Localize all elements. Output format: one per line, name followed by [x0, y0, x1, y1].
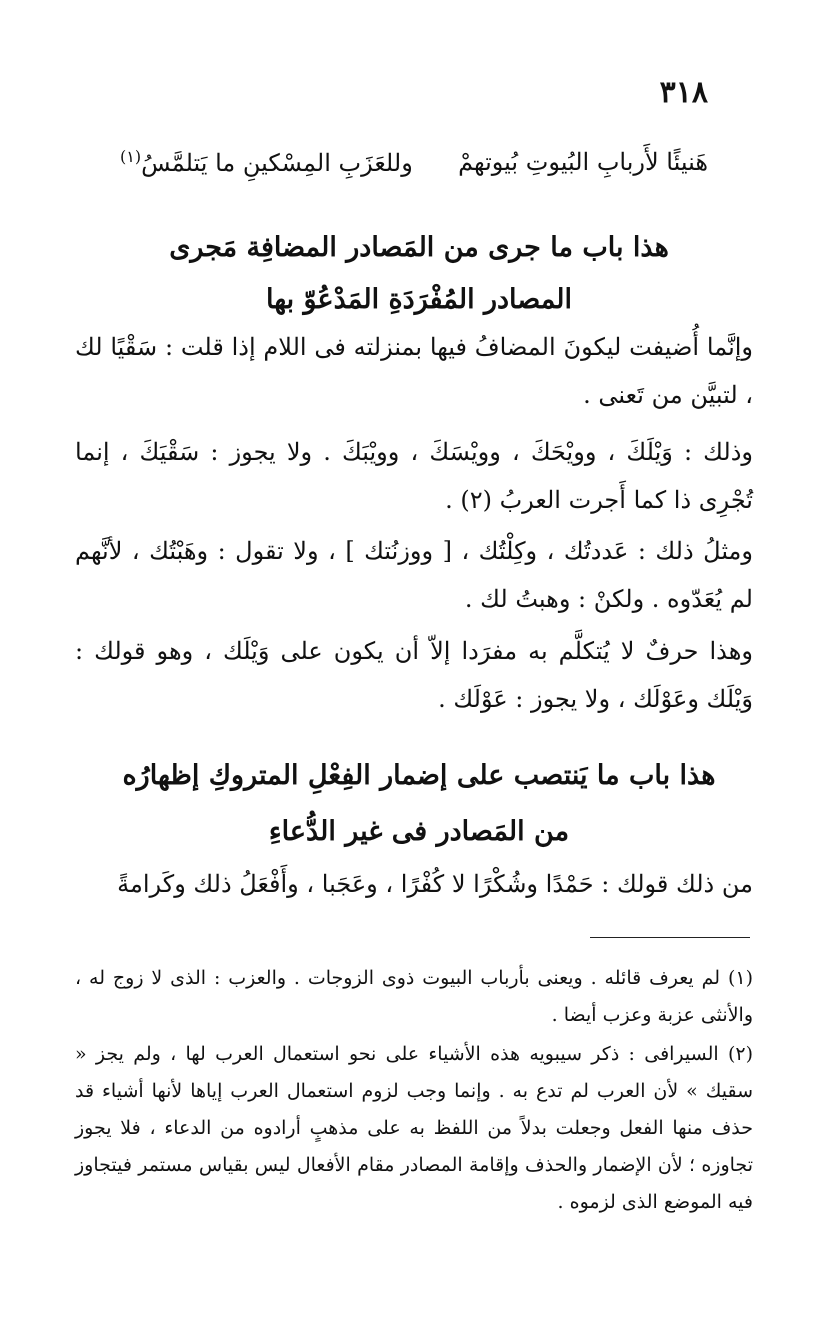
page-number: ٣١٨ — [659, 75, 708, 110]
paragraph: من ذلك قولك : حَمْدًا وشُكْرًا لا كُفْرًا ، وعَجَبا ، وأَفْعَلُ ذلك وكَرامةً — [117, 870, 753, 898]
footnote-ref: (١) — [120, 147, 142, 166]
footnote-separator — [590, 937, 750, 938]
paragraph: ومثلُ ذلك : عَددتُك ، وكِلْتُك ، [ ووزنُتك ] ، ولا تقول : وهَبْتُك ، لأنَّهم لم يُعَدّوه . ولكنْ : وهبتُ لك . — [75, 537, 753, 613]
chapter-heading-1-line-2: المصادر المُفْرَدَةِ المَدْعُوّ بها — [265, 284, 573, 315]
chapter-heading-1 — [80, 222, 758, 326]
verse-hemistich-second: وللعَزَبِ المِسْكينِ ما يَتلمَّسُ$^{(١)}$ — [120, 147, 413, 177]
footnote-1: (١) لم يعرف قائله . ويعنى بأرباب البيوت ذوى الزوجات . والعزب : الذى لا زوج له ، والأنثى عزبة وعزب أيضا . — [75, 967, 753, 1026]
paragraph: وهذا حرفٌ لا يُتكلَّم به مفرَدا إلاّ أن يكون على وَيْلَك ، وهو قولك : وَيْلَك وعَوْلَك ، ولا يجوز : عَوْلَك . — [75, 637, 753, 713]
paragraph: وذلك : وَيْلَكَ ، وويْحَكَ ، وويْسَكَ ، وويْبَكَ . ولا يجوز : سَقْيَكَ ، إنما تُجْرِى ذا كما أَجرت العربُ (٢) . — [75, 438, 753, 514]
paragraph: وإنَّما أُضيفت ليكونَ المضافُ فيها بمنزلته فى اللام إذا قلت : سَقْيًا لك ، لتبيَّن من تَعنى . — [75, 333, 753, 409]
footnote-2: (٢) السيرافى : ذكر سيبويه هذه الأشياء على نحو استعمال العرب لها ، ولم يجز « سقيك » لأن العرب لم تدع به . وإنما وجب لزوم استعمال العرب إياها لأنها أشياء قد حذف منها الفعل وجعلت بدلاً من اللفظ به على مذهبٍ أرادوه من الدعاء ، فلا يجوز تجاوزه ؛ لأن الإضمار والحذف وإقامة المصادر مقام الأفعال ليس بقياس مستمر فيتجاوز فيه الموضع الذى لزموه . — [75, 1043, 753, 1213]
chapter-heading-2-line-1: هذا باب ما يَنتصب على إضمار الفِعْلِ المتروكِ إظهارُه — [122, 760, 716, 791]
chapter-heading-2-line-2: من المَصادر فى غير الدُّعاءِ — [268, 816, 570, 847]
poetry-verse — [120, 142, 708, 182]
chapter-heading-1-line-1: هذا باب ما جرى من المَصادر المضافِة مَجرى — [169, 232, 669, 263]
verse-hemistich-first: هَنيئًا لأَربابِ البُيوتِ بُيوتهمْ — [458, 148, 708, 176]
chapter-heading-2 — [80, 750, 758, 858]
